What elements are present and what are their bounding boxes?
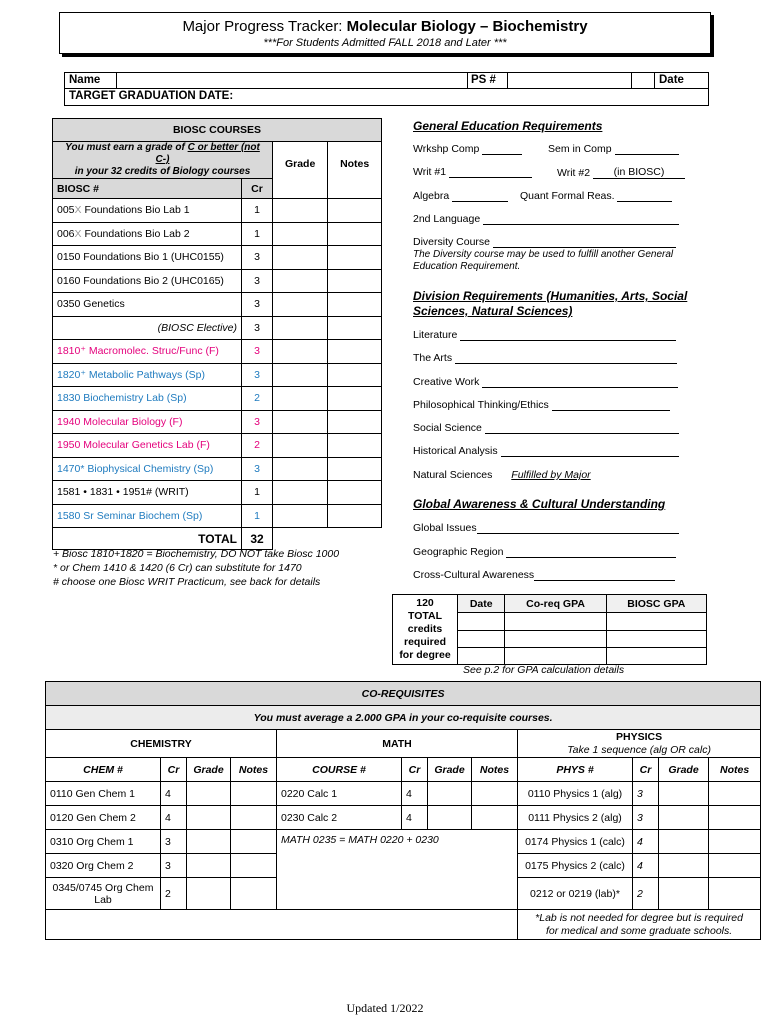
algebra[interactable]: Algebra	[413, 190, 508, 202]
phys-grade-header: Grade	[659, 758, 709, 782]
biosc-grade-cell[interactable]	[273, 434, 328, 458]
math-cr-header: Cr	[402, 758, 428, 782]
total-value: 32	[242, 528, 273, 550]
biosc-credits: 3	[242, 293, 273, 317]
biosc-row	[53, 363, 382, 387]
biosc-notes-cell[interactable]	[328, 457, 382, 481]
diversity-course[interactable]: Diversity Course	[413, 236, 676, 248]
chem-notes-cell[interactable]	[231, 782, 277, 806]
math-notes-cell[interactable]	[472, 782, 518, 806]
creative-work[interactable]: Creative Work	[413, 376, 678, 388]
biosc-credits: 1	[242, 504, 273, 528]
phys-notes-cell[interactable]	[709, 830, 761, 854]
biosc-course: 1830 Biochemistry Lab (Sp)	[53, 387, 242, 411]
sem-in-comp[interactable]: Sem in Comp	[548, 143, 679, 155]
phys-course: 0175 Physics 2 (calc)	[518, 854, 633, 878]
biosc-credits: 2	[242, 434, 273, 458]
ps-label: PS #	[471, 74, 496, 86]
date-field[interactable]	[631, 73, 632, 88]
chem-grade-cell[interactable]	[187, 830, 231, 854]
cross-cultural[interactable]: Cross-Cultural Awareness	[413, 569, 675, 581]
biosc-grade-cell[interactable]	[273, 481, 328, 505]
biosc-course: 1940 Molecular Biology (F)	[53, 410, 242, 434]
phys-cr-header: Cr	[633, 758, 659, 782]
gpa-cell[interactable]	[458, 647, 505, 664]
lab-note: *Lab is not needed for degree but is required for medical and some graduate schools.	[518, 910, 761, 940]
notes-header: Notes	[328, 142, 382, 199]
biosc-credits: 3	[242, 340, 273, 364]
grade-header: Grade	[273, 142, 328, 199]
biosc-course: 1820⁺ Metabolic Pathways (Sp)	[53, 363, 242, 387]
math-course: 0230 Calc 2	[277, 806, 402, 830]
chem-col-header: CHEM #	[46, 758, 161, 782]
gpa-cell[interactable]	[505, 630, 606, 647]
second-language[interactable]: 2nd Language	[413, 213, 679, 225]
biosc-grade-cell[interactable]	[273, 222, 328, 246]
biosc-grade-cell[interactable]	[273, 504, 328, 528]
biosc-grade-cell[interactable]	[273, 457, 328, 481]
social-science[interactable]: Social Science	[413, 422, 679, 434]
biosc-credits: 3	[242, 363, 273, 387]
gpa-cell[interactable]	[606, 613, 706, 630]
biosc-gpa-header: BIOSC GPA	[606, 595, 706, 613]
phys-grade-cell[interactable]	[659, 782, 709, 806]
biosc-row	[53, 457, 382, 481]
credits-required-label: 120 TOTAL credits required for degree	[393, 595, 458, 665]
biosc-table	[52, 118, 382, 550]
biosc-row	[53, 340, 382, 364]
geographic-region[interactable]: Geographic Region	[413, 546, 676, 558]
biosc-notes-cell[interactable]	[328, 410, 382, 434]
phys-credits: 3	[633, 806, 659, 830]
math-grade-cell[interactable]	[428, 782, 472, 806]
gpa-cell[interactable]	[606, 647, 706, 664]
global-heading: Global Awareness & Cultural Understanding	[413, 497, 666, 511]
phys-course: 0174 Physics 1 (calc)	[518, 830, 633, 854]
cr-header: Cr	[242, 179, 273, 199]
biosc-grade-cell[interactable]	[273, 316, 328, 340]
chem-credits: 4	[161, 806, 187, 830]
chemistry-heading: CHEMISTRY	[46, 730, 277, 758]
biosc-notes-cell[interactable]	[328, 387, 382, 411]
phys-grade-cell[interactable]	[659, 878, 709, 910]
writ-1[interactable]: Writ #1	[413, 166, 532, 178]
coreq-row	[46, 830, 761, 854]
biosc-course: 0160 Foundations Bio 2 (UHC0165)	[53, 269, 242, 293]
biosc-course: 1580 Sr Seminar Biochem (Sp)	[53, 504, 242, 528]
biosc-course: 005X Foundations Bio Lab 1	[53, 199, 242, 223]
biosc-course: 1810⁺ Macromolec. Struc/Func (F)	[53, 340, 242, 364]
biosc-row	[53, 199, 382, 223]
name-label: Name	[69, 74, 101, 86]
chem-credits: 4	[161, 782, 187, 806]
philosophical-thinking[interactable]: Philosophical Thinking/Ethics	[413, 399, 670, 411]
wrkshp-comp[interactable]: Wrkshp Comp	[413, 143, 522, 155]
chem-notes-cell[interactable]	[231, 878, 277, 910]
math-note: MATH 0235 = MATH 0220 + 0230	[277, 830, 518, 910]
biosc-course: 006X Foundations Bio Lab 2	[53, 222, 242, 246]
coreq-gpa-header: Co-req GPA	[505, 595, 606, 613]
page-title: Major Progress Tracker: Molecular Biology – Biochemistry	[182, 18, 588, 35]
math-notes-cell[interactable]	[472, 806, 518, 830]
division-heading: Division Requirements (Humanities, Arts, Social Sciences, Natural Sciences)	[413, 289, 688, 318]
biosc-row	[53, 269, 382, 293]
course-header: BIOSC #	[53, 179, 242, 199]
chem-grade-cell[interactable]	[187, 782, 231, 806]
biosc-instruction: You must earn a grade of C or better (not C-) in your 32 credits of Biology courses	[53, 142, 273, 179]
phys-notes-cell[interactable]	[709, 878, 761, 910]
biosc-notes-cell[interactable]	[328, 293, 382, 317]
chem-notes-header: Notes	[231, 758, 277, 782]
historical-analysis[interactable]: Historical Analysis	[413, 445, 679, 457]
biosc-course: 1470* Biophysical Chemistry (Sp)	[53, 457, 242, 481]
biosc-row	[53, 434, 382, 458]
chem-course: 0320 Org Chem 2	[46, 854, 161, 878]
name-field[interactable]	[116, 73, 468, 88]
math-credits: 4	[402, 806, 428, 830]
biosc-course: 0350 Genetics	[53, 293, 242, 317]
chem-course: 0310 Org Chem 1	[46, 830, 161, 854]
biosc-row	[53, 316, 382, 340]
student-info	[64, 72, 709, 106]
biosc-course: 0150 Foundations Bio 1 (UHC0155)	[53, 246, 242, 270]
phys-grade-cell[interactable]	[659, 806, 709, 830]
natural-sciences: Natural Sciences Fulfilled by Major	[413, 469, 591, 481]
phys-course: 0110 Physics 1 (alg)	[518, 782, 633, 806]
biosc-credits: 3	[242, 269, 273, 293]
chem-notes-cell[interactable]	[231, 854, 277, 878]
biosc-credits: 3	[242, 316, 273, 340]
biosc-notes-cell[interactable]	[328, 363, 382, 387]
chem-course: 0345/0745 Org Chem Lab	[46, 878, 161, 910]
phys-grade-cell[interactable]	[659, 830, 709, 854]
phys-course: 0212 or 0219 (lab)*	[518, 878, 633, 910]
math-grade-cell[interactable]	[428, 806, 472, 830]
chem-credits: 2	[161, 878, 187, 910]
math-notes-header: Notes	[472, 758, 518, 782]
physics-heading: PHYSICS Take 1 sequence (alg OR calc)	[518, 730, 761, 758]
gen-ed-heading: General Education Requirements	[413, 119, 603, 133]
biosc-credits: 1	[242, 222, 273, 246]
phys-credits: 3	[633, 782, 659, 806]
biosc-grade-cell[interactable]	[273, 269, 328, 293]
phys-notes-cell[interactable]	[709, 806, 761, 830]
phys-notes-cell[interactable]	[709, 782, 761, 806]
biosc-grade-cell[interactable]	[273, 387, 328, 411]
biosc-row	[53, 387, 382, 411]
biosc-course: 1950 Molecular Genetics Lab (F)	[53, 434, 242, 458]
math-heading: MATH	[277, 730, 518, 758]
biosc-notes-cell[interactable]	[328, 269, 382, 293]
biosc-grade-cell[interactable]	[273, 246, 328, 270]
biosc-course: 1581 • 1831 • 1951# (WRIT)	[53, 481, 242, 505]
biosc-notes-cell[interactable]	[328, 199, 382, 223]
biosc-row	[53, 246, 382, 270]
chem-course: 0110 Gen Chem 1	[46, 782, 161, 806]
phys-notes-cell[interactable]	[709, 854, 761, 878]
page-subtitle: ***For Students Admitted FALL 2018 and Later ***	[263, 37, 507, 49]
chem-notes-cell[interactable]	[231, 806, 277, 830]
biosc-row	[53, 481, 382, 505]
biosc-grade-cell[interactable]	[273, 340, 328, 364]
biosc-credits: 1	[242, 481, 273, 505]
phys-notes-header: Notes	[709, 758, 761, 782]
biosc-heading: BIOSC COURSES	[53, 119, 382, 142]
date-label: Date	[659, 74, 684, 86]
math-credits: 4	[402, 782, 428, 806]
biosc-row	[53, 222, 382, 246]
chem-credits: 3	[161, 830, 187, 854]
biosc-notes-cell[interactable]	[328, 340, 382, 364]
header-box	[59, 12, 711, 54]
biosc-credits: 3	[242, 410, 273, 434]
chem-grade-header: Grade	[187, 758, 231, 782]
date-col-header: Date	[458, 595, 505, 613]
biosc-row	[53, 293, 382, 317]
chem-notes-cell[interactable]	[231, 830, 277, 854]
chem-credits: 3	[161, 854, 187, 878]
phys-col-header: PHYS #	[518, 758, 633, 782]
chem-course: 0120 Gen Chem 2	[46, 806, 161, 830]
gpa-table	[392, 594, 707, 665]
phys-credits: 4	[633, 830, 659, 854]
gpa-note: See p.2 for GPA calculation details	[463, 664, 625, 676]
biosc-credits: 1	[242, 199, 273, 223]
literature[interactable]: Literature	[413, 329, 676, 341]
biosc-course: (BIOSC Elective)	[53, 316, 242, 340]
biosc-notes-cell[interactable]	[328, 246, 382, 270]
quant-formal[interactable]: Quant Formal Reas.	[520, 190, 672, 202]
gpa-cell[interactable]	[458, 630, 505, 647]
biosc-credits: 3	[242, 246, 273, 270]
math-col-header: COURSE #	[277, 758, 402, 782]
gpa-cell[interactable]	[458, 613, 505, 630]
ps-field[interactable]	[507, 73, 655, 88]
biosc-notes-cell[interactable]	[328, 481, 382, 505]
biosc-row	[53, 504, 382, 528]
biosc-credits: 3	[242, 457, 273, 481]
target-graduation-label: TARGET GRADUATION DATE:	[69, 90, 234, 102]
chem-grade-cell[interactable]	[187, 878, 231, 910]
coreq-heading: CO-REQUISITES	[46, 682, 761, 706]
coreq-table	[45, 681, 761, 940]
phys-credits: 2	[633, 878, 659, 910]
coreq-row	[46, 806, 761, 830]
chem-grade-cell[interactable]	[187, 854, 231, 878]
gpa-cell[interactable]	[505, 613, 606, 630]
biosc-grade-cell[interactable]	[273, 293, 328, 317]
biosc-row	[53, 410, 382, 434]
updated-date: Updated 1/2022	[346, 1001, 424, 1015]
phys-credits: 4	[633, 854, 659, 878]
biosc-grade-cell[interactable]	[273, 199, 328, 223]
biosc-footnotes: + Biosc 1810+1820 = Biochemistry, DO NOT take Biosc 1000 * or Chem 1410 & 1420 (6 Cr) can substitute for 1470 # choose one Biosc WRIT Practicum, see back for details	[53, 548, 340, 588]
chem-cr-header: Cr	[161, 758, 187, 782]
biosc-grade-cell[interactable]	[273, 363, 328, 387]
the-arts[interactable]: The Arts	[413, 352, 677, 364]
biosc-grade-cell[interactable]	[273, 410, 328, 434]
biosc-notes-cell[interactable]	[328, 316, 382, 340]
biosc-credits: 2	[242, 387, 273, 411]
phys-course: 0111 Physics 2 (alg)	[518, 806, 633, 830]
diversity-note: The Diversity course may be used to fulfill another General Education Requirement.	[413, 249, 674, 272]
total-label: TOTAL	[53, 528, 242, 550]
math-grade-header: Grade	[428, 758, 472, 782]
gpa-cell[interactable]	[505, 647, 606, 664]
coreq-row	[46, 782, 761, 806]
phys-grade-cell[interactable]	[659, 854, 709, 878]
biosc-notes-cell[interactable]	[328, 504, 382, 528]
global-issues[interactable]: Global Issues	[413, 522, 679, 534]
math-course: 0220 Calc 1	[277, 782, 402, 806]
coreq-instruction: You must average a 2.000 GPA in your co-requisite courses.	[46, 706, 761, 730]
biosc-notes-cell[interactable]	[328, 434, 382, 458]
chem-grade-cell[interactable]	[187, 806, 231, 830]
biosc-notes-cell[interactable]	[328, 222, 382, 246]
gpa-cell[interactable]	[606, 630, 706, 647]
writ-2[interactable]: Writ #2 (in BIOSC)	[557, 166, 685, 179]
